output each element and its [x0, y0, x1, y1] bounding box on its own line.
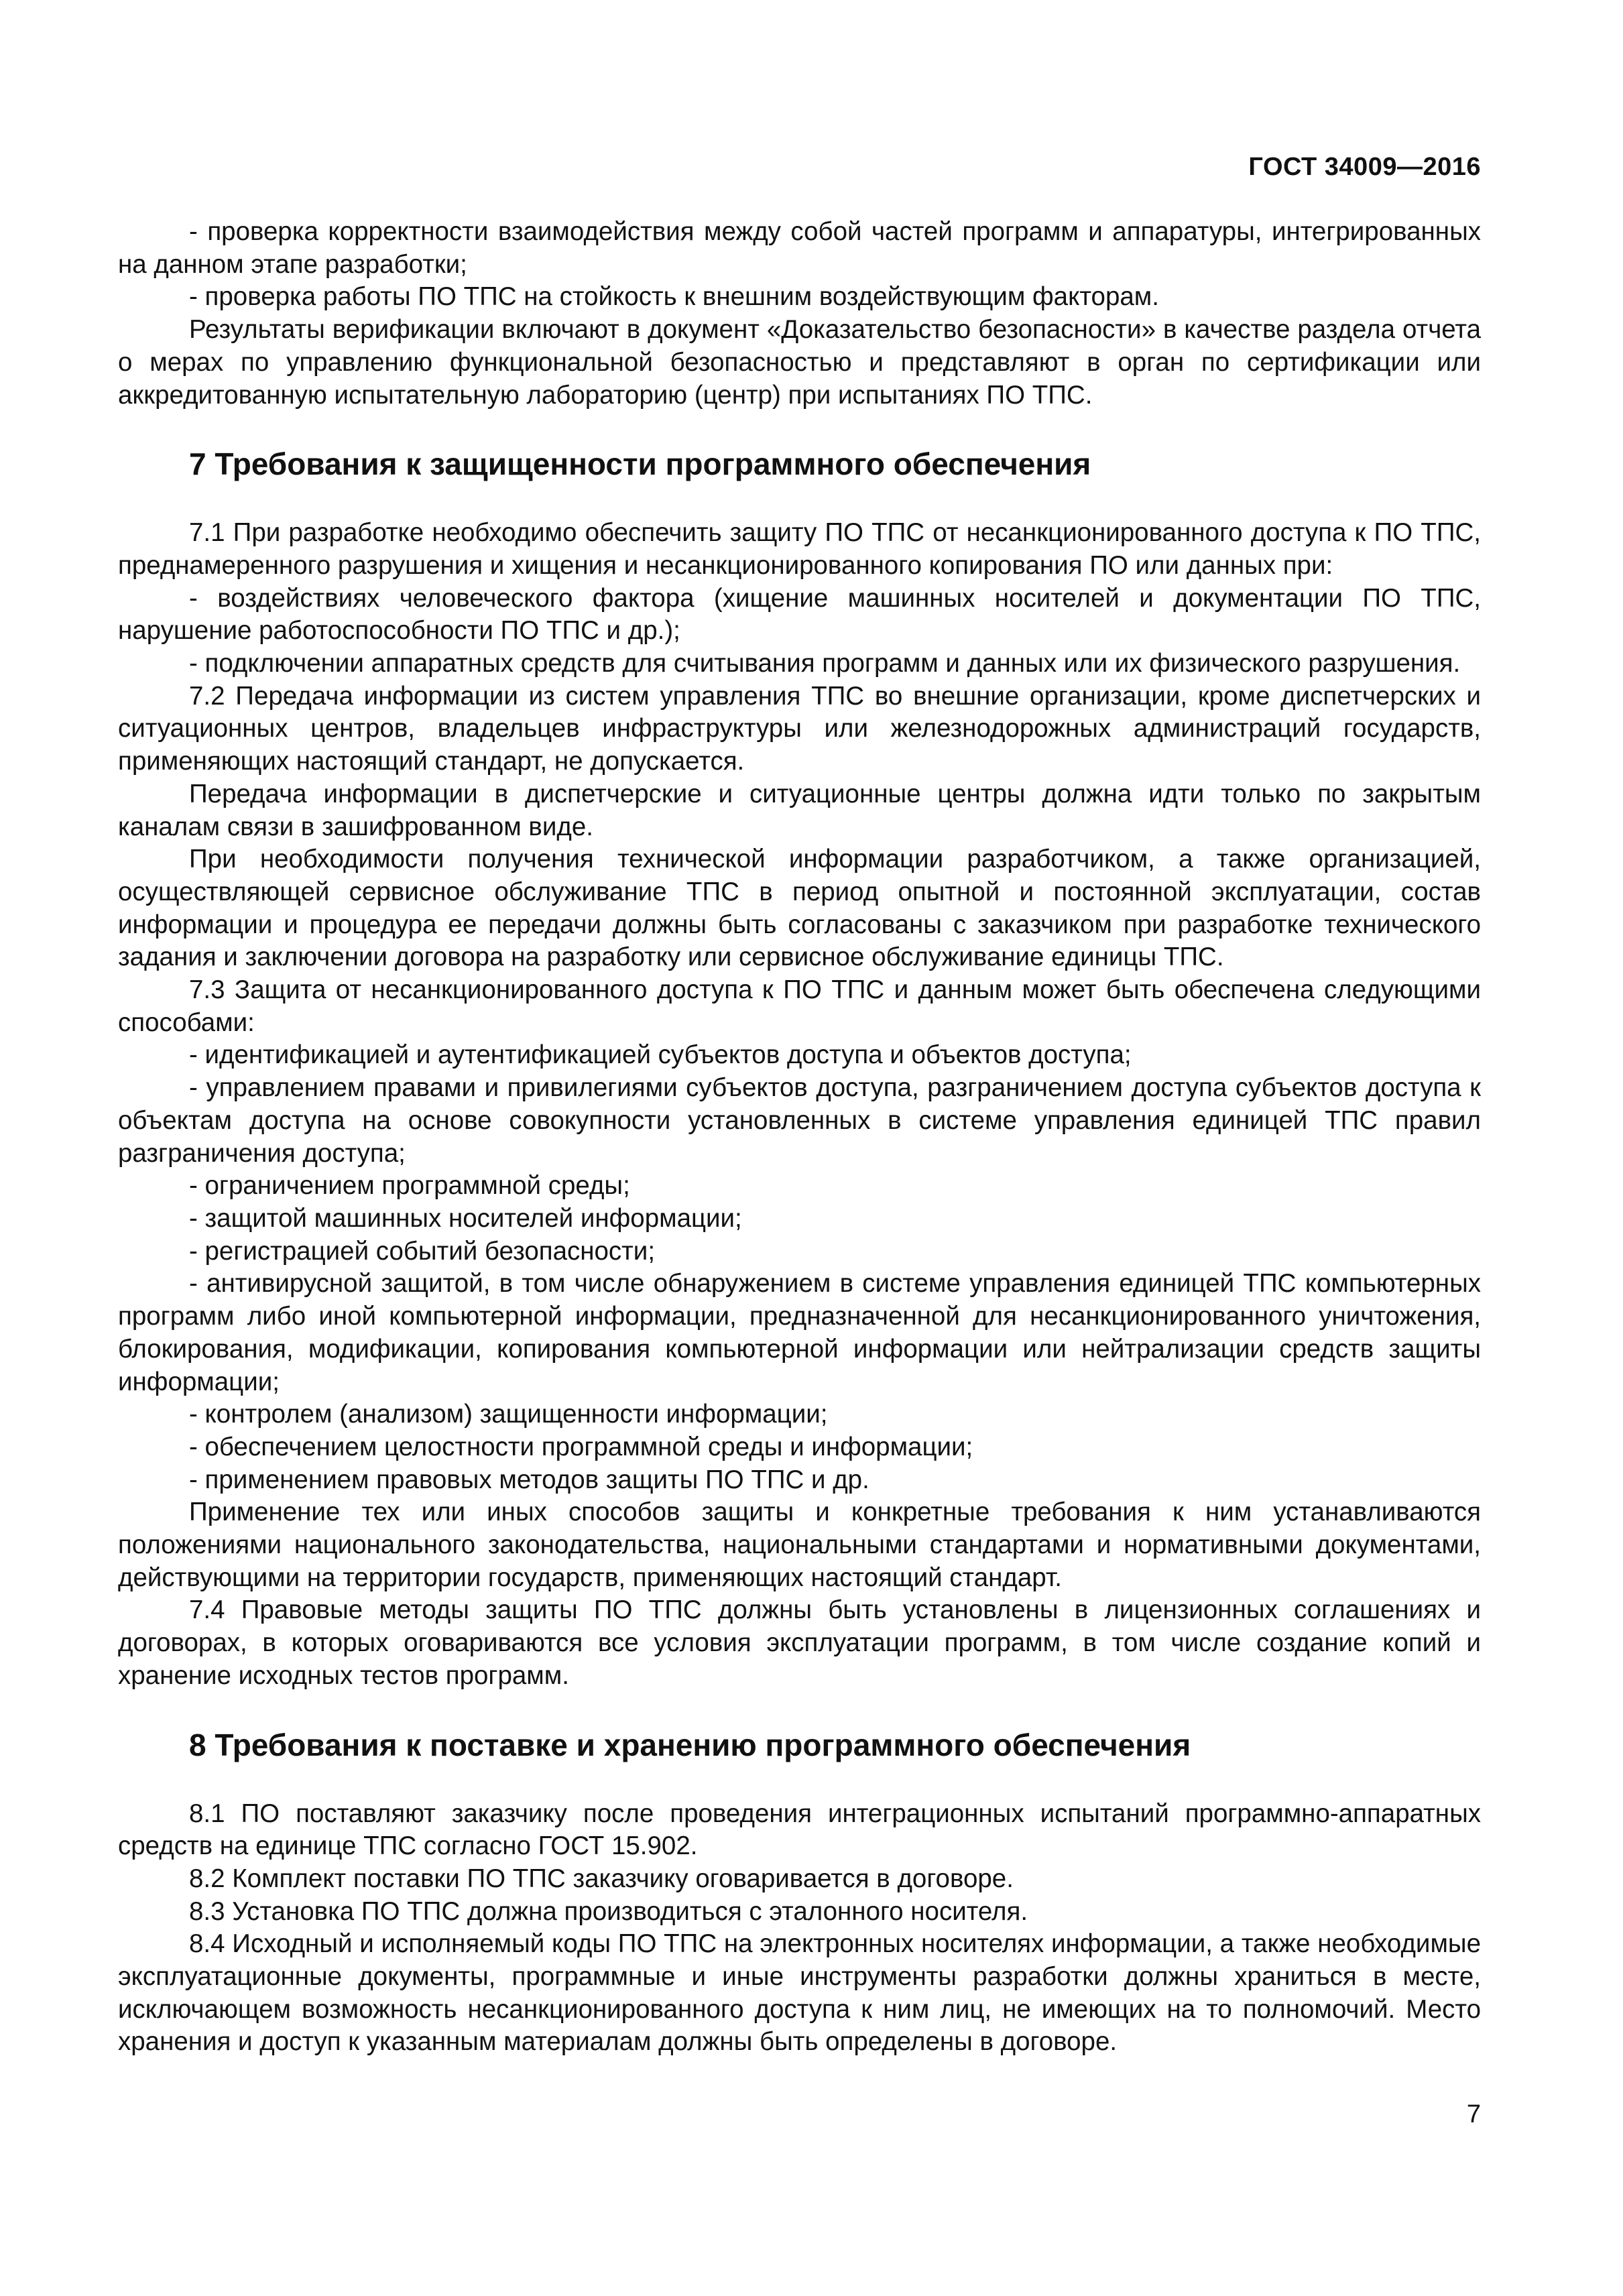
section-7-heading: 7 Требования к защищенности программного обеспечения [189, 446, 1091, 482]
paragraph: При необходимости получения технической информации разработчиком, а также организацией, осуществляющей сервисное обслуживание ТПС в период опытной и постоянной эксплуатации, состав информации и процедура ее передачи должны быть согласованы с заказчиком при разработке технического задания и заключении договора на разработку или сервисное обслуживание единицы ТПС. [118, 845, 1481, 972]
paragraph: 7.2 Передача информации из систем управления ТПС во внешние организации, кроме диспетчерских и ситуационных центров, владельцев инфраструктуры или железнодорожных администраций государств, применяющих настоящий стандарт, не допускается. [118, 681, 1481, 776]
paragraph: - ограничением программной среды; [189, 1171, 630, 1201]
paragraph: Передача информации в диспетчерские и ситуационные центры должна идти только по закрытым каналам связи в зашифрованном виде. [118, 779, 1481, 841]
paragraph: 7.3 Защита от несанкционированного доступа к ПО ТПС и данным может быть обеспечена следующими способами: [118, 975, 1481, 1037]
paragraph: - подключении аппаратных средств для считывания программ и данных или их физического разрушения. [189, 649, 1461, 678]
paragraph: 8.1 ПО поставляют заказчику после проведения интеграционных испытаний программно-аппаратных средств на единице ТПС согласно ГОСТ 15.902. [118, 1799, 1481, 1861]
paragraph: 8.2 Комплект поставки ПО ТПС заказчику оговаривается в договоре. [189, 1864, 1014, 1893]
paragraph: Результаты верификации включают в документ «Доказательство безопасности» в качестве раздела отчета о мерах по управлению функциональной безопасностью и представляют в орган по сертификации или аккредитованную испытательную лабораторию (центр) при испытаниях ПО ТПС. [118, 315, 1481, 410]
paragraph: - проверка работы ПО ТПС на стойкость к внешним воздействующим факторам. [189, 282, 1159, 312]
paragraph: 8.4 Исходный и исполняемый коды ПО ТПС на электронных носителях информации, а также необходимые эксплуатационные документы, программные и иные инструменты разработки должны храниться в месте, исключающем возможность несанкционированного доступа к ним лиц, не имеющих на то полномочий. Место хранения и доступ к указанным материалам должны быть определены в договоре. [118, 1929, 1481, 2057]
paragraph: - воздействиях человеческого фактора (хищение машинных носителей и документации ПО ТПС, нарушение работоспособности ПО ТПС и др.); [118, 583, 1481, 646]
paragraph: - контролем (анализом) защищенности информации; [189, 1400, 828, 1429]
section-8-heading: 8 Требования к поставке и хранению программного обеспечения [189, 1727, 1191, 1762]
paragraph: - применением правовых методов защиты ПО ТПС и др. [189, 1465, 869, 1494]
paragraph: - идентификацией и аутентификацией субъектов доступа и объектов доступа; [189, 1040, 1132, 1070]
paragraph: - обеспечением целостности программной среды и информации; [189, 1432, 973, 1461]
paragraph: 8.3 Установка ПО ТПС должна производиться с эталонного носителя. [189, 1896, 1028, 1926]
document-body [118, 216, 1481, 2059]
paragraph: 7.4 Правовые методы защиты ПО ТПС должны быть установлены в лицензионных соглашениях и договорах, в которых оговариваются все условия эксплуатации программ, в том числе создание копий и хранение исходных тестов программ. [118, 1595, 1481, 1690]
paragraph: Применение тех или иных способов защиты и конкретные требования к ним устанавливаются положениями национального законодательства, национальными стандартами и нормативными документами, действующими на территории государств, применяющих настоящий стандарт. [118, 1498, 1481, 1592]
paragraph: - защитой машинных носителей информации; [189, 1203, 742, 1233]
paragraph: 7.1 При разработке необходимо обеспечить защиту ПО ТПС от несанкционированного доступа к ПО ТПС, преднамеренного разрушения и хищения и несанкционированного копирования ПО или данных при: [118, 518, 1481, 580]
document-code-header: ГОСТ 34009—2016 [1248, 153, 1481, 181]
paragraph: - управлением правами и привилегиями субъектов доступа, разграничением доступа субъектов доступа к объектам доступа на основе совокупности установленных в системе управления единицей ТПС правил разграничения доступа; [118, 1073, 1481, 1168]
page-number: 7 [1466, 2100, 1481, 2128]
paragraph: - регистрацией событий безопасности; [189, 1236, 656, 1266]
paragraph: - проверка корректности взаимодействия между собой частей программ и аппаратуры, интегрированных на данном этапе разработки; [118, 217, 1481, 279]
paragraph: - антивирусной защитой, в том числе обнаружением в системе управления единицей ТПС компьютерных программ либо иной компьютерной информации, предназначенной для несанкционированного уничтожения, блокирования, модификации, копирования компьютерной информации или нейтрализации средств защиты информации; [118, 1269, 1481, 1396]
